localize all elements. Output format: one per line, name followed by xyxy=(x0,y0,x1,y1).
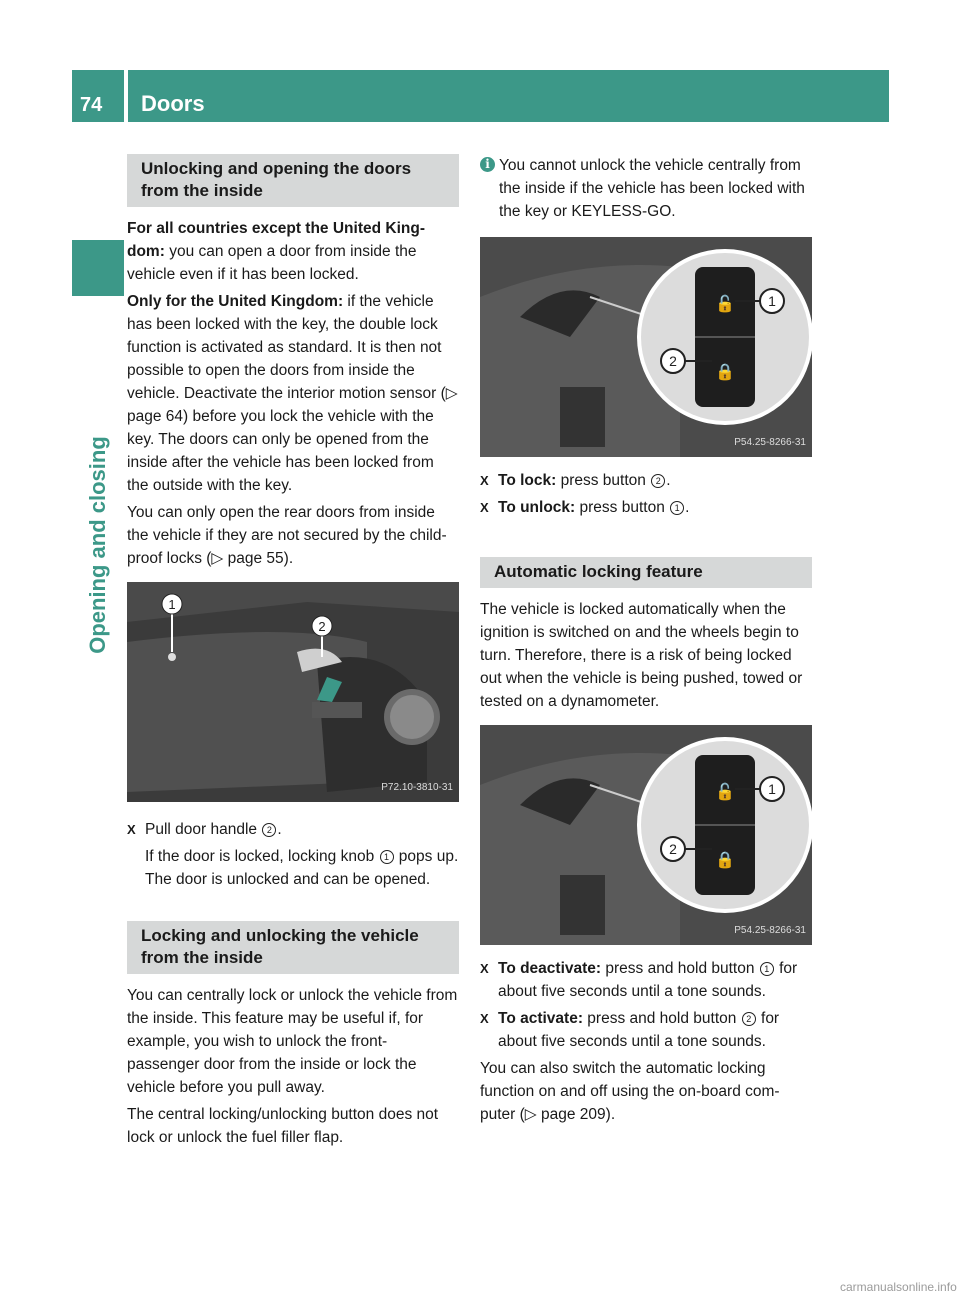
paragraph: The central locking/unlocking button does not lock or unlock the fuel filler flap. xyxy=(127,1106,439,1146)
figure-code: P54.25-8266-31 xyxy=(734,437,806,448)
svg-text:🔒: 🔒 xyxy=(715,362,735,381)
left-column xyxy=(127,154,459,1153)
header-divider xyxy=(124,70,128,122)
paragraph: You can only open the rear doors from inside the vehicle if they are not secured by the child-proof locks (▷ page 55). xyxy=(127,504,447,567)
section-heading-automatic: Automatic locking feature xyxy=(480,557,812,588)
paragraph: You can also switch the automatic locking function on and off using the on-board com-puter (▷ page 209). xyxy=(480,1060,780,1123)
svg-text:2: 2 xyxy=(669,841,677,857)
instruction-step: X To unlock: press button 1 . xyxy=(480,496,812,519)
paragraph: For all countries except the United King-dom: you can open a door from inside the vehicle even if it has been locked. xyxy=(127,220,425,283)
page-title: Doors xyxy=(141,91,205,116)
instruction-step: X Pull door handle 2 . xyxy=(127,818,459,841)
svg-text:2: 2 xyxy=(669,353,677,369)
section-heading-unlocking: Unlocking and opening the doors from the inside xyxy=(127,154,459,207)
chapter-label: Opening and closing xyxy=(85,436,110,654)
step-arrow-icon: X xyxy=(127,822,136,837)
callout-2-icon: 2 xyxy=(262,823,276,837)
callout-1-icon: 1 xyxy=(760,962,774,976)
chapter-tab xyxy=(72,240,124,296)
door-handle-figure xyxy=(127,582,459,802)
svg-text:2: 2 xyxy=(318,619,326,634)
figure-code: P72.10-3810-31 xyxy=(381,782,453,793)
instruction-step: X To deactivate: press and hold button 1 for about five seconds until a tone sounds. xyxy=(480,957,812,1003)
instruction-step: X To lock: press button 2 . xyxy=(480,469,812,492)
lock-buttons-illustration xyxy=(480,725,812,945)
svg-text:1: 1 xyxy=(168,597,176,612)
step-arrow-icon: X xyxy=(480,961,489,976)
paragraph: You can centrally lock or unlock the vehicle from the inside. This feature may be useful if, for example, you wish to unlock the front-passenger door from the inside or lock the vehicle before you pull away. xyxy=(127,987,458,1096)
svg-text:1: 1 xyxy=(768,781,776,797)
instruction-step: X To activate: press and hold button 2 for about five seconds until a tone sounds. xyxy=(480,1007,812,1053)
section-heading-locking: Locking and unlocking the vehicle from the inside xyxy=(127,921,459,974)
footer-watermark: carmanualsonline.info xyxy=(840,1280,957,1294)
svg-text:1: 1 xyxy=(768,293,776,309)
page-number: 74 xyxy=(80,94,103,116)
lock-buttons-figure xyxy=(480,725,812,945)
svg-text:🔓: 🔓 xyxy=(715,782,735,801)
step-arrow-icon: X xyxy=(480,1011,489,1026)
lock-buttons-figure xyxy=(480,237,812,457)
callout-1-icon: 1 xyxy=(670,501,684,515)
step-arrow-icon: X xyxy=(480,500,489,515)
figure-code: P54.25-8266-31 xyxy=(734,925,806,936)
step-detail: If the door is locked, locking knob 1 pops up. The door is unlocked and can be opened. xyxy=(145,848,459,888)
lock-buttons-illustration xyxy=(480,237,812,457)
right-column xyxy=(480,154,812,1130)
door-handle-illustration xyxy=(127,582,459,802)
callout-1-icon: 1 xyxy=(380,850,394,864)
callout-2-icon: 2 xyxy=(742,1012,756,1026)
svg-text:🔓: 🔓 xyxy=(715,294,735,313)
step-arrow-icon: X xyxy=(480,473,489,488)
callout-2-icon: 2 xyxy=(651,474,665,488)
paragraph: The vehicle is locked automatically when the ignition is switched on and the wheels begin to turn. Therefore, there is a risk of being locked out when the vehicle is being pushed, towed or tested on a dynamometer. xyxy=(480,601,803,710)
paragraph: Only for the United Kingdom: if the vehicle has been locked with the key, the double lock function is activated as standard. It is then not possible to open the doors from inside the vehicle. Deactivate the interior motion sensor (▷ page 64) before you lock the vehicle with the key. The doors can only be opened from the inside after the vehicle has been locked from the outside with the key. xyxy=(127,293,458,494)
info-note: i You cannot unlock the vehicle centrally from the inside if the vehicle has been locked with the key or KEYLESS-GO. xyxy=(480,154,812,223)
svg-text:🔒: 🔒 xyxy=(715,850,735,869)
info-icon: i xyxy=(480,157,495,172)
